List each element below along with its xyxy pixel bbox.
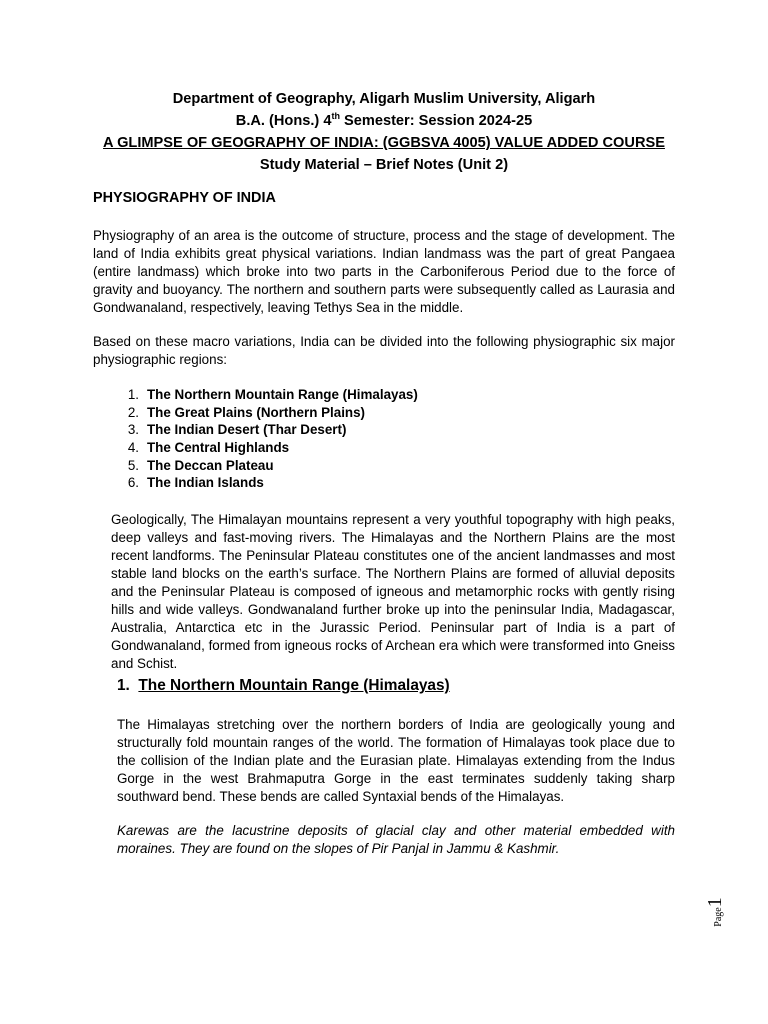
department-line: Department of Geography, Aligarh Muslim University, Aligarh xyxy=(172,91,596,107)
list-item-number: 4. xyxy=(127,440,139,456)
page-label: Page xyxy=(713,907,724,927)
list-item-number: 5. xyxy=(127,457,139,473)
list-item-label: The Deccan Plateau xyxy=(147,457,274,473)
intro-paragraph: Physiography of an area is the outcome of structure, process and the stage of development. The land of India exhibits great physical variations. Indian landmass was the part of great Pangaea (entire landmass) which broke into two parts in the Carboniferous Period due to the force of gravity and buoyancy. The northern and southern parts were subsequently called as Laurasia and Gondwanaland, respectively, leaving Tethys Sea in the middle. xyxy=(93,228,675,315)
subsection-title: The Northern Mountain Range (Himalayas) xyxy=(138,677,450,694)
program-line xyxy=(93,110,675,132)
subsection-heading xyxy=(117,677,450,695)
list-item xyxy=(93,474,675,492)
page-number-value: 1 xyxy=(704,897,726,908)
list-item-number: 2. xyxy=(127,404,139,420)
list-item-number: 3. xyxy=(127,422,139,438)
list-item-label: The Central Highlands xyxy=(147,440,290,456)
division-paragraph: Based on these macro variations, India can be divided into the following physiographic six major physiographic regions: xyxy=(93,334,675,367)
list-item xyxy=(93,457,675,475)
material-line: Study Material – Brief Notes (Unit 2) xyxy=(259,157,509,173)
subsection-number: 1. xyxy=(117,677,130,694)
list-item-label: The Northern Mountain Range (Himalayas) xyxy=(147,387,418,402)
list-item-number: 6. xyxy=(127,475,139,491)
list-item-label: The Indian Islands xyxy=(147,475,264,491)
karewas-paragraph: Karewas are the lacustrine deposits of glacial clay and other material embedded with moraines. They are found on the slopes of Pir Panjal in Jammu & Kashmir. xyxy=(117,823,675,856)
himalaya-paragraph: The Himalayas stretching over the northern borders of India are geologically young and structurally fold mountain ranges of the world. The formation of Himalayas took place due to the collision of the Indian plate and the Eurasian plate. Himalayas extending from the Indus Gorge in the west Brahmaputra Gorge in the east terminates suddenly taking sharp southward bend. These bends are called Syntaxial bends of the Himalayas. xyxy=(117,717,675,804)
program-session: Semester: Session 2024-25 xyxy=(339,113,533,129)
list-item xyxy=(93,386,675,404)
document-header xyxy=(93,88,675,176)
regions-list xyxy=(93,386,675,492)
list-item xyxy=(93,421,675,439)
list-item-number: 1. xyxy=(127,387,139,402)
list-item-label: The Great Plains (Northern Plains) xyxy=(147,404,366,420)
page-number xyxy=(706,895,746,929)
list-item xyxy=(93,404,675,422)
section-title: PHYSIOGRAPHY OF INDIA xyxy=(93,190,276,206)
geology-paragraph: Geologically, The Himalayan mountains represent a very youthful topography with high peaks, deep valleys and fast-moving rivers. The Himalayas and the Northern Plains are the most recent landforms. The Peninsular Plateau constitutes one of the ancient landmasses and most stable land blocks on the earth’s surface. The Northern Plains are formed of alluvial deposits and the Peninsular Plateau is composed of igneous and metamorphic rocks with gently rising hills and wide valleys. Gondwanaland further broke up into the peninsular India, Madagascar, Australia, Antarctica etc in the Jurassic Period. Peninsular part of India is a part of Gondwanaland, formed from igneous rocks of Archean era which were transformed into Gneiss and Schist. xyxy=(111,512,675,671)
course-title: A GLIMPSE OF GEOGRAPHY OF INDIA: (GGBSVA 4005) VALUE ADDED COURSE xyxy=(103,135,665,151)
program-superscript: th xyxy=(331,111,340,122)
list-item-label: The Indian Desert (Thar Desert) xyxy=(147,422,347,438)
list-item xyxy=(93,439,675,457)
program-text: B.A. (Hons.) 4 xyxy=(235,113,332,129)
